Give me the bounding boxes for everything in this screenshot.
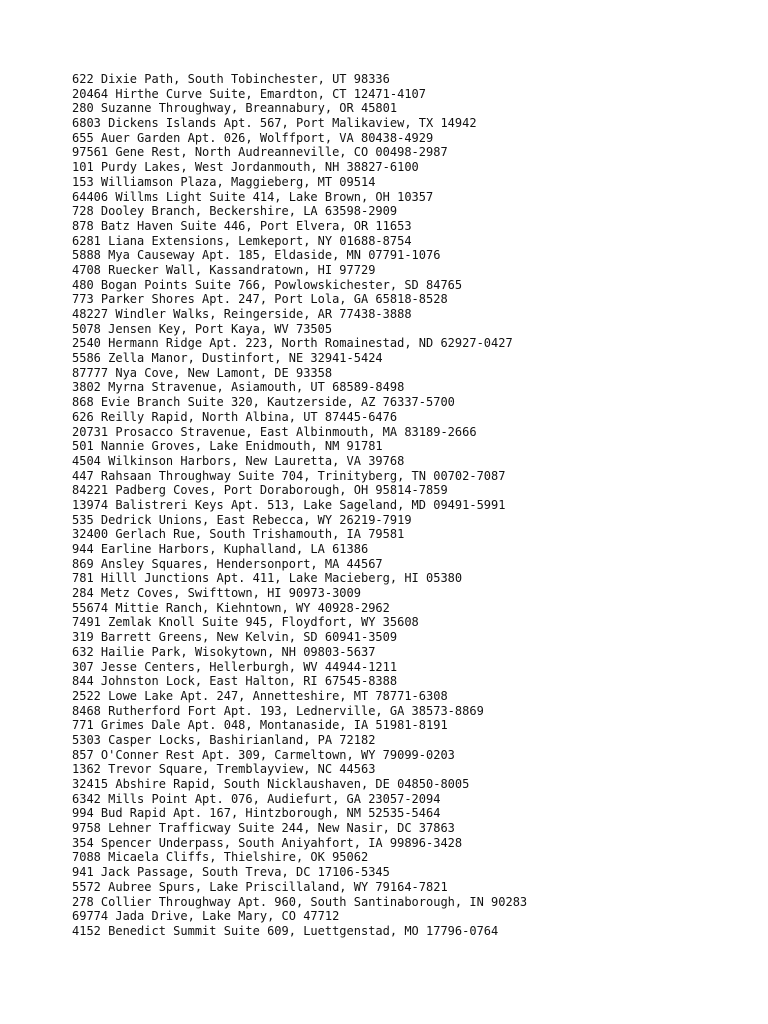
address-line: 626 Reilly Rapid, North Albina, UT 87445-6476 [72,409,398,424]
address-line: 20464 Hirthe Curve Suite, Emardton, CT 12471-4107 [72,86,427,101]
address-line: 48227 Windler Walks, Reingerside, AR 77438-3888 [72,307,412,321]
address-line: 622 Dixie Path, South Tobinchester, UT 98336 [72,72,390,86]
address-line: 278 Collier Throughway Apt. 960, South Santinaborough, IN 90283 [72,894,528,909]
address-line: 5303 Casper Locks, Bashirianland, PA 72182 [72,732,376,747]
address-line: 773 Parker Shores Apt. 247, Port Lola, GA 65818-8528 [72,292,448,307]
address-line: 6342 Mills Point Apt. 076, Audiefurt, GA 23057-2094 [72,791,441,806]
address-line: 5078 Jensen Key, Port Kaya, WV 73505 [72,321,333,336]
address-line: 32415 Abshire Rapid, South Nicklaushaven, DE 04850-8005 [72,777,470,791]
address-line: 3802 Myrna Stravenue, Asiamouth, UT 68589-8498 [72,380,405,395]
address-line: 5586 Zella Manor, Dustinfort, NE 32941-5424 [72,351,383,366]
address-line: 2540 Hermann Ridge Apt. 223, North Romainestad, ND 62927-0427 [72,336,513,351]
address-line: 480 Bogan Points Suite 766, Powlowskichester, SD 84765 [72,277,463,292]
address-line: 844 Johnston Lock, East Halton, RI 67545-8388 [72,674,398,689]
address-line: 97561 Gene Rest, North Audreanneville, CO 00498-2987 [72,145,448,160]
address-line: 4504 Wilkinson Harbors, New Lauretta, VA 39768 [72,453,405,468]
address-line: 4708 Ruecker Wall, Kassandratown, HI 97729 [72,262,376,277]
address-line: 655 Auer Garden Apt. 026, Wolffport, VA 80438-4929 [72,130,434,145]
address-line: 941 Jack Passage, South Treva, DC 17106-5345 [72,865,390,880]
address-line: 868 Evie Branch Suite 320, Kautzerside, AZ 76337-5700 [72,395,455,410]
address-line: 55674 Mittie Ranch, Kiehntown, WY 40928-2962 [72,600,390,615]
address-line: 7491 Zemlak Knoll Suite 945, Floydfort, WY 35608 [72,615,419,630]
address-line: 857 O'Conner Rest Apt. 309, Carmeltown, WY 79099-0203 [72,747,455,762]
address-line: 994 Bud Rapid Apt. 167, Hintzborough, NM 52535-5464 [72,806,441,821]
address-line: 632 Hailie Park, Wisokytown, NH 09803-5637 [72,644,376,659]
address-line: 878 Batz Haven Suite 446, Port Elvera, OR 11653 [72,218,412,233]
address-line: 69774 Jada Drive, Lake Mary, CO 47712 [72,909,340,924]
address-line: 64406 Willms Light Suite 414, Lake Brown, OH 10357 [72,189,434,204]
address-line: 7088 Micaela Cliffs, Thielshire, OK 95062 [72,850,369,865]
address-line: 319 Barrett Greens, New Kelvin, SD 60941-3509 [72,630,398,645]
address-list [72,72,527,939]
address-line: 6281 Liana Extensions, Lemkeport, NY 01688-8754 [72,233,412,248]
address-line: 781 Hilll Junctions Apt. 411, Lake Macieberg, HI 05380 [72,571,463,586]
address-line: 354 Spencer Underpass, South Aniyahfort, IA 99896-3428 [72,835,463,850]
address-line: 944 Earline Harbors, Kuphalland, LA 61386 [72,542,369,556]
address-line: 84221 Padberg Coves, Port Doraborough, OH 95814-7859 [72,483,448,498]
address-line: 307 Jesse Centers, Hellerburgh, WV 44944-1211 [72,659,398,674]
address-line: 280 Suzanne Throughway, Breannabury, OR 45801 [72,101,398,116]
address-line: 6803 Dickens Islands Apt. 567, Port Malikaview, TX 14942 [72,116,477,131]
address-line: 535 Dedrick Unions, East Rebecca, WY 26219-7919 [72,512,412,527]
address-line: 5572 Aubree Spurs, Lake Priscillaland, WY 79164-7821 [72,879,448,894]
address-line: 153 Williamson Plaza, Maggieberg, MT 09514 [72,174,376,189]
address-line: 20731 Prosacco Stravenue, East Albinmouth, MA 83189-2666 [72,424,477,439]
address-line: 32400 Gerlach Rue, South Trishamouth, IA 79581 [72,527,405,542]
address-line: 101 Purdy Lakes, West Jordanmouth, NH 38827-6100 [72,160,419,175]
address-line: 284 Metz Coves, Swifttown, HI 90973-3009 [72,586,361,601]
address-line: 5888 Mya Causeway Apt. 185, Eldaside, MN 07791-1076 [72,248,441,263]
address-line: 501 Nannie Groves, Lake Enidmouth, NM 91781 [72,439,383,454]
address-line: 869 Ansley Squares, Hendersonport, MA 44567 [72,556,383,571]
address-line: 771 Grimes Dale Apt. 048, Montanaside, IA 51981-8191 [72,718,448,733]
address-line: 87777 Nya Cove, New Lamont, DE 93358 [72,365,333,380]
address-line: 13974 Balistreri Keys Apt. 513, Lake Sageland, MD 09491-5991 [72,497,506,512]
address-line: 447 Rahsaan Throughway Suite 704, Trinityberg, TN 00702-7087 [72,468,506,483]
address-line: 728 Dooley Branch, Beckershire, LA 63598-2909 [72,204,398,219]
address-line: 1362 Trevor Square, Tremblayview, NC 44563 [72,762,376,777]
address-line: 2522 Lowe Lake Apt. 247, Annetteshire, MT 78771-6308 [72,688,448,703]
address-line: 8468 Rutherford Fort Apt. 193, Lednerville, GA 38573-8869 [72,703,484,718]
address-line: 9758 Lehner Trafficway Suite 244, New Nasir, DC 37863 [72,821,455,836]
address-line: 4152 Benedict Summit Suite 609, Luettgenstad, MO 17796-0764 [72,923,499,938]
